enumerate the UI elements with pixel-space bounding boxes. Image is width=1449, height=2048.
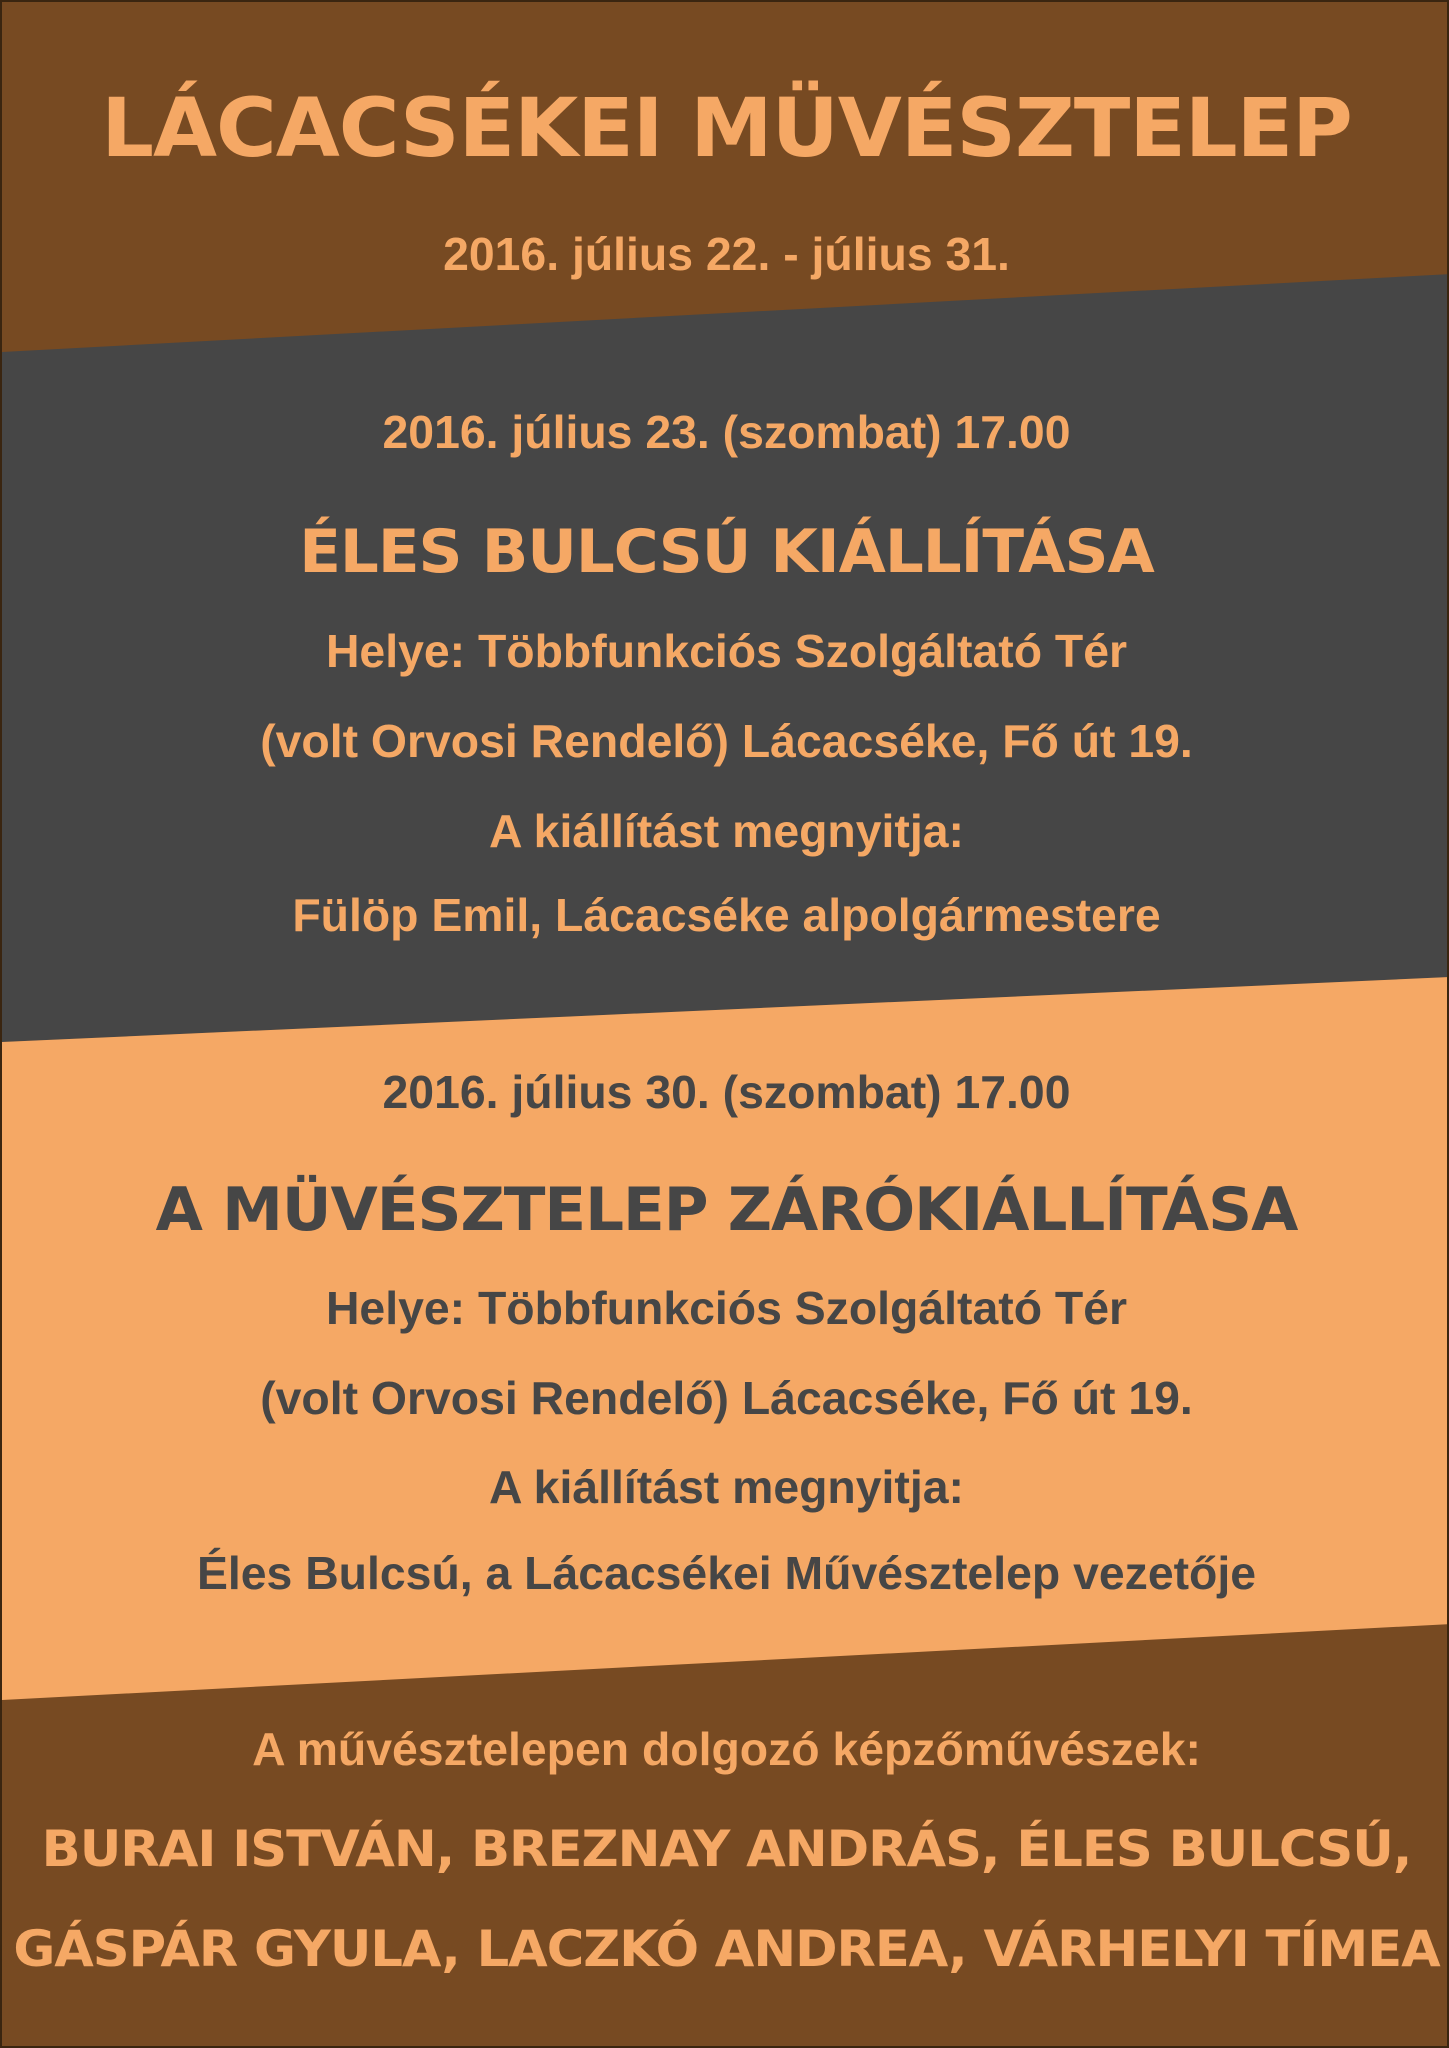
event1-opener-label: A kiállítást megnyitja: bbox=[489, 805, 964, 857]
event2-place-line2: (volt Orvosi Rendelő) Lácacséke, Fő út 19. bbox=[260, 1372, 1193, 1424]
artists-heading: A művésztelepen dolgozó képzőművészek: bbox=[252, 1723, 1201, 1775]
event2-opener: Éles Bulcsú, a Lácacsékei Művésztelep vezetője bbox=[196, 1547, 1257, 1599]
event1-place-line1: Helye: Többfunkciós Szolgáltató Tér bbox=[325, 625, 1128, 677]
event1-datetime: 2016. július 23. (szombat) 17.00 bbox=[382, 406, 1071, 458]
artists-line1: BURAI ISTVÁN, BREZNAY ANDRÁS, ÉLES BULCSÚ, bbox=[41, 1819, 1412, 1878]
event2-datetime: 2016. július 30. (szombat) 17.00 bbox=[382, 1066, 1071, 1118]
event1-place-line2: (volt Orvosi Rendelő) Lácacséke, Fő út 19. bbox=[260, 715, 1193, 767]
festival-dates: 2016. július 22. - július 31. bbox=[443, 228, 1010, 280]
event2-opener-label: A kiállítást megnyitja: bbox=[489, 1461, 964, 1513]
event1-opener: Fülöp Emil, Lácacséke alpolgármestere bbox=[292, 889, 1161, 941]
event2-place-line1: Helye: Többfunkciós Szolgáltató Tér bbox=[325, 1282, 1128, 1334]
event1-title: ÉLES BULCSÚ KIÁLLÍTÁSA bbox=[299, 517, 1154, 587]
poster-title: LÁCACSÉKEI MÜVÉSZTELEP bbox=[101, 82, 1352, 176]
artists-line2: GÁSPÁR GYULA, LACZKÓ ANDREA, VÁRHELYI TÍMEA bbox=[13, 1919, 1440, 1978]
event2-title: A MÜVÉSZTELEP ZÁRÓKIÁLLÍTÁSA bbox=[155, 1175, 1298, 1245]
